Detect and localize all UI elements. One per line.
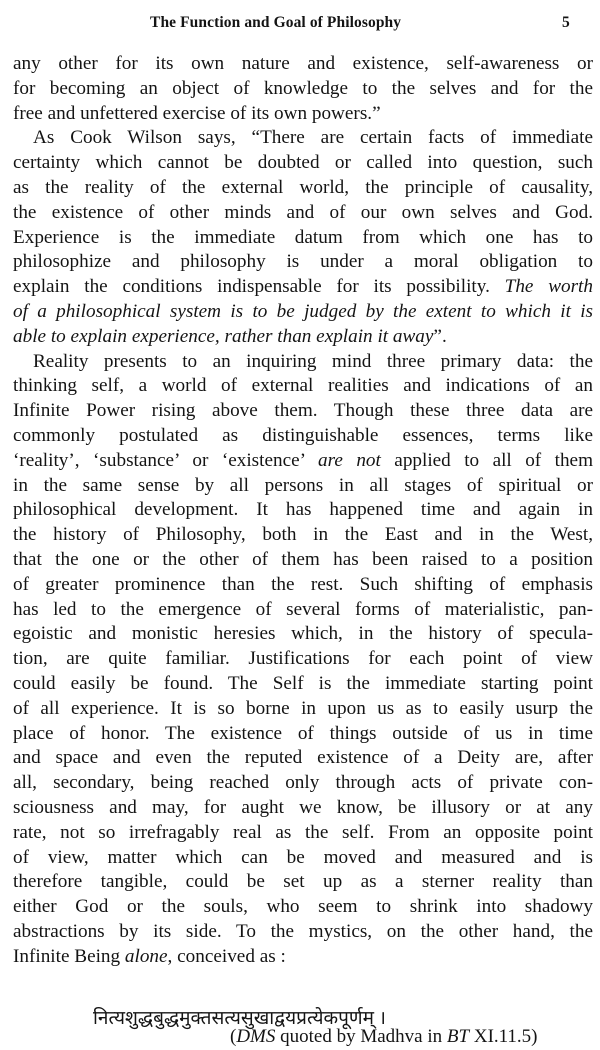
text-line	[13, 250, 593, 275]
citation-work: BT	[446, 1026, 470, 1047]
text-line	[13, 523, 593, 548]
running-title: The Function and Goal of Philosophy	[150, 14, 402, 31]
text-line	[13, 226, 593, 251]
text-line	[13, 746, 593, 771]
text-run: the history of Philosophy, both in the East and in the West,	[13, 524, 593, 546]
text-run: Experience is the immediate datum from which one has to	[13, 226, 593, 248]
text-line	[13, 697, 593, 722]
text-run: as the reality of the external world, the principle of causality,	[13, 176, 593, 198]
italic-text: are not	[318, 449, 381, 471]
text-line	[13, 846, 593, 871]
text-line	[13, 350, 593, 375]
text-line	[13, 201, 593, 226]
text-line	[13, 622, 593, 647]
italic-text: able to explain experience, rather than explain it away	[13, 325, 434, 347]
text-run: philosophical development. It has happened time and again in	[13, 499, 593, 521]
text-line	[13, 325, 593, 350]
text-line	[13, 647, 593, 672]
text-line	[13, 771, 593, 796]
text-line	[13, 722, 593, 747]
text-run: rate, not so irrefragably real as the self. From an opposite point	[13, 821, 593, 843]
body-text	[13, 52, 593, 969]
text-line	[13, 672, 593, 697]
text-run: ”.	[433, 325, 447, 347]
text-line	[13, 498, 593, 523]
italic-text: The worth	[504, 276, 593, 298]
italic-text: of a philosophical system is to be judged by the extent to which it is	[13, 300, 593, 322]
text-line	[13, 52, 593, 77]
text-line	[13, 945, 593, 970]
text-line	[13, 102, 593, 127]
text-run: of all experience. It is so borne in upon us as to easily usurp the	[13, 697, 593, 719]
citation-open: (	[230, 1026, 237, 1047]
text-run: thinking self, a world of external realities and indications of an	[13, 375, 593, 397]
text-run: place of honor. The existence of things outside of us in time	[13, 722, 593, 744]
text-run: ‘reality’, ‘substance’ or ‘existence’	[13, 449, 319, 471]
text-run: egoistic and monistic heresies which, in the history of specula-	[13, 623, 593, 645]
text-line	[13, 126, 593, 151]
text-run: all, secondary, being reached only through acts of private con-	[13, 772, 593, 794]
italic-text: alone	[124, 945, 168, 967]
text-line	[13, 895, 593, 920]
text-line	[13, 424, 593, 449]
text-run: Reality presents to an inquiring mind three primary data: the	[33, 350, 593, 372]
text-run: explain the conditions indispensable for its possibility.	[13, 276, 505, 298]
text-run: As Cook Wilson says, “There are certain facts of immediate	[33, 127, 593, 149]
page-number: 5	[562, 14, 570, 31]
text-run: that the one or the other of them has been raised to a position	[13, 548, 593, 570]
text-run: of greater prominence than the rest. Such shifting of emphasis	[13, 573, 593, 595]
text-run: therefore tangible, could be set up as a sterner reality than	[13, 871, 593, 893]
sanskrit-verse: नित्यशुद्धबुद्धमुक्तसत्यसुखाद्वयप्रत्येकपूर्णम् ।	[93, 1008, 386, 1029]
text-run: commonly postulated as distinguishable essences, terms like	[13, 424, 593, 446]
text-line	[13, 176, 593, 201]
text-run: and space and even the reputed existence of a Deity are, after	[13, 747, 593, 769]
text-line	[13, 374, 593, 399]
text-run: Infinite Power rising above them. Though these three data are	[13, 400, 593, 422]
text-line	[13, 151, 593, 176]
text-line	[13, 474, 593, 499]
text-run: certainty which cannot be doubted or called into question, such	[13, 152, 593, 174]
text-run: could easily be found. The Self is the immediate starting point	[13, 672, 593, 694]
citation-source: DMS	[236, 1026, 276, 1047]
text-run: sciousness and may, for aught we know, be illusory or at any	[13, 796, 593, 818]
citation-mid: quoted by Madhva in	[275, 1026, 447, 1047]
text-line	[13, 399, 593, 424]
text-run: free and unfettered exercise of its own powers.”	[13, 102, 381, 124]
text-line	[13, 573, 593, 598]
text-run: in the same sense by all persons in all stages of spiritual or	[13, 474, 593, 496]
text-line	[13, 870, 593, 895]
text-line	[13, 920, 593, 945]
text-line	[13, 300, 593, 325]
text-run: , conceived as :	[167, 945, 286, 967]
text-line	[13, 821, 593, 846]
text-run: Infinite Being	[13, 945, 125, 967]
text-run: for becoming an object of knowledge to the selves and for the	[13, 77, 593, 99]
text-line	[13, 796, 593, 821]
text-run: abstractions by its side. To the mystics, on the other hand, the	[13, 920, 593, 942]
page-header	[0, 14, 600, 38]
text-run: applied to all of them	[380, 449, 593, 471]
verse-citation	[230, 1026, 538, 1048]
text-line	[13, 275, 593, 300]
text-run: has led to the emergence of several forms of materialistic, pan-	[13, 598, 593, 620]
text-line	[13, 598, 593, 623]
text-run: tion, are quite familiar. Justifications for each point of view	[13, 648, 593, 670]
text-line	[13, 548, 593, 573]
text-run: philosophize and philosophy is under a moral obligation to	[13, 251, 593, 273]
text-line	[13, 449, 593, 474]
text-run: the existence of other minds and of our own selves and God.	[13, 201, 593, 223]
text-line	[13, 77, 593, 102]
text-run: either God or the souls, who seem to shrink into shadowy	[13, 896, 593, 918]
text-run: of view, matter which can be moved and measured and is	[13, 846, 593, 868]
text-run: any other for its own nature and existence, self-awareness or	[13, 53, 593, 74]
citation-end: XI.11.5)	[469, 1026, 538, 1047]
